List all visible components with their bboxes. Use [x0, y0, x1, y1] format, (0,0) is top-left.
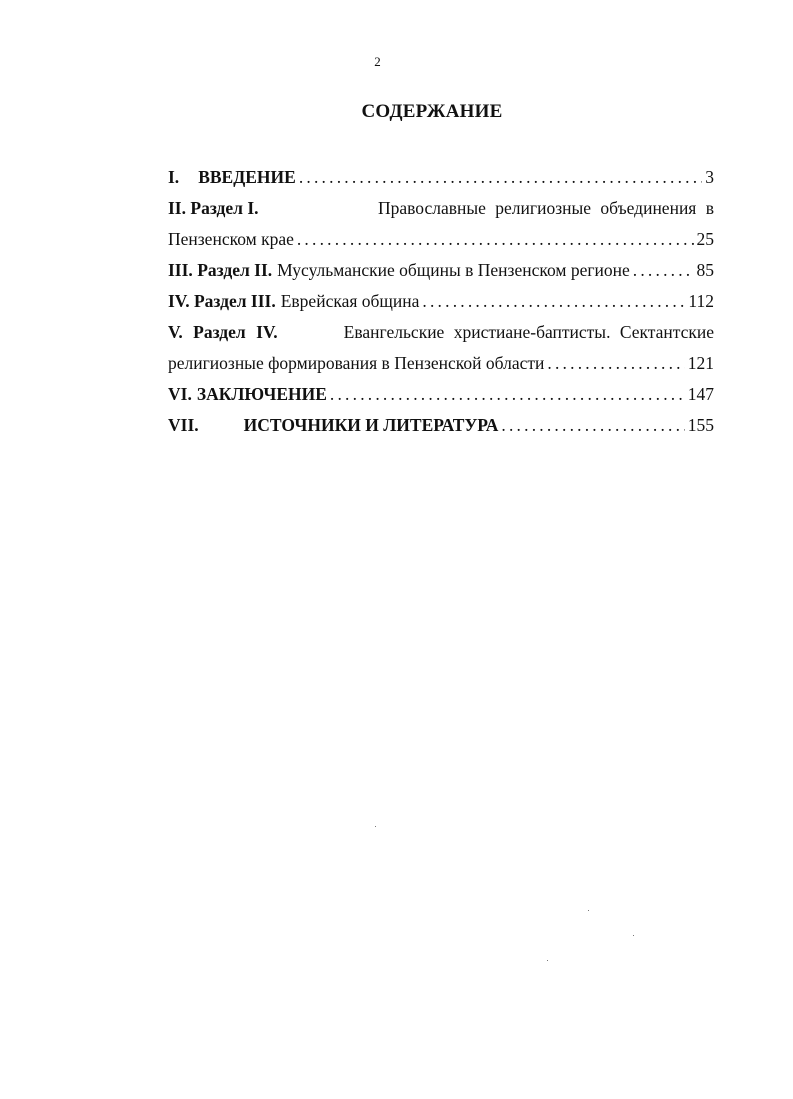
toc-entry-baptists: [168, 317, 714, 348]
toc-entry-page: 147: [687, 384, 714, 404]
toc-entry-introduction: [168, 162, 714, 193]
toc-entry-numeral: VII.: [168, 415, 199, 435]
table-of-contents: [168, 162, 714, 441]
toc-entry-title: Евангельские христиане-баптисты. Сектантские: [343, 322, 714, 342]
toc-entry-title: Православные религиозные объединения в: [378, 198, 714, 218]
toc-entry-page: 85: [696, 260, 714, 280]
toc-entry-title: ИСТОЧНИКИ И ЛИТЕРАТУРА: [243, 415, 499, 435]
toc-entry-page: 25: [696, 229, 714, 249]
toc-entry-title-continued: религиозные формирования в Пензенской области: [168, 353, 545, 373]
toc-entry-page: 112: [688, 291, 714, 311]
toc-entry-section: [168, 255, 272, 286]
dot-leader: [297, 224, 694, 255]
toc-entry-section-label: Раздел I.: [190, 198, 259, 218]
toc-entry-section-label: Раздел IV.: [193, 322, 278, 342]
scan-speck: [547, 960, 548, 961]
dot-leader: [501, 410, 684, 441]
toc-entry-section: [168, 193, 259, 224]
toc-entry-baptists-continued: [168, 348, 714, 379]
toc-entry-orthodox: [168, 193, 714, 224]
toc-entry-title-continued: Пензенском крае: [168, 229, 294, 249]
toc-entry-title: Еврейская община: [280, 291, 420, 311]
toc-entry-title: ЗАКЛЮЧЕНИЕ: [196, 384, 327, 404]
toc-entry-section: [168, 286, 276, 317]
toc-entry-page: 121: [687, 353, 714, 373]
toc-entry-numeral: V.: [168, 322, 183, 342]
scan-speck: [375, 826, 376, 827]
toc-entry-jewish: [168, 286, 714, 317]
dot-leader: [422, 286, 685, 317]
toc-entry-muslim: [168, 255, 714, 286]
dot-leader: [547, 348, 684, 379]
scan-speck: [588, 910, 589, 911]
toc-entry-numeral: I.: [168, 167, 180, 187]
toc-entry-conclusion: [168, 379, 714, 410]
dot-leader: [633, 255, 694, 286]
toc-entry-title: ВВЕДЕНИЕ: [198, 167, 296, 187]
toc-entry-numeral: II.: [168, 198, 186, 218]
toc-entry-numeral: III.: [168, 260, 193, 280]
dot-leader: [299, 162, 702, 193]
toc-entry-sources: [168, 410, 714, 441]
toc-entry-section: [168, 317, 278, 348]
toc-entry-section-label: Раздел III.: [193, 291, 276, 311]
toc-entry-page: 155: [687, 415, 714, 435]
scan-speck: [633, 935, 634, 936]
toc-entry-numeral: IV.: [168, 291, 190, 311]
page-title: СОДЕРЖАНИЕ: [361, 101, 503, 122]
page-number: 2: [374, 54, 381, 69]
toc-entry-title: Мусульманские общины в Пензенском регионе: [277, 260, 630, 280]
toc-entry-section-label: Раздел II.: [197, 260, 273, 280]
toc-entry-page: 3: [705, 167, 714, 187]
dot-leader: [330, 379, 685, 410]
toc-entry-numeral: VI.: [168, 384, 192, 404]
toc-entry-orthodox-continued: [168, 224, 714, 255]
